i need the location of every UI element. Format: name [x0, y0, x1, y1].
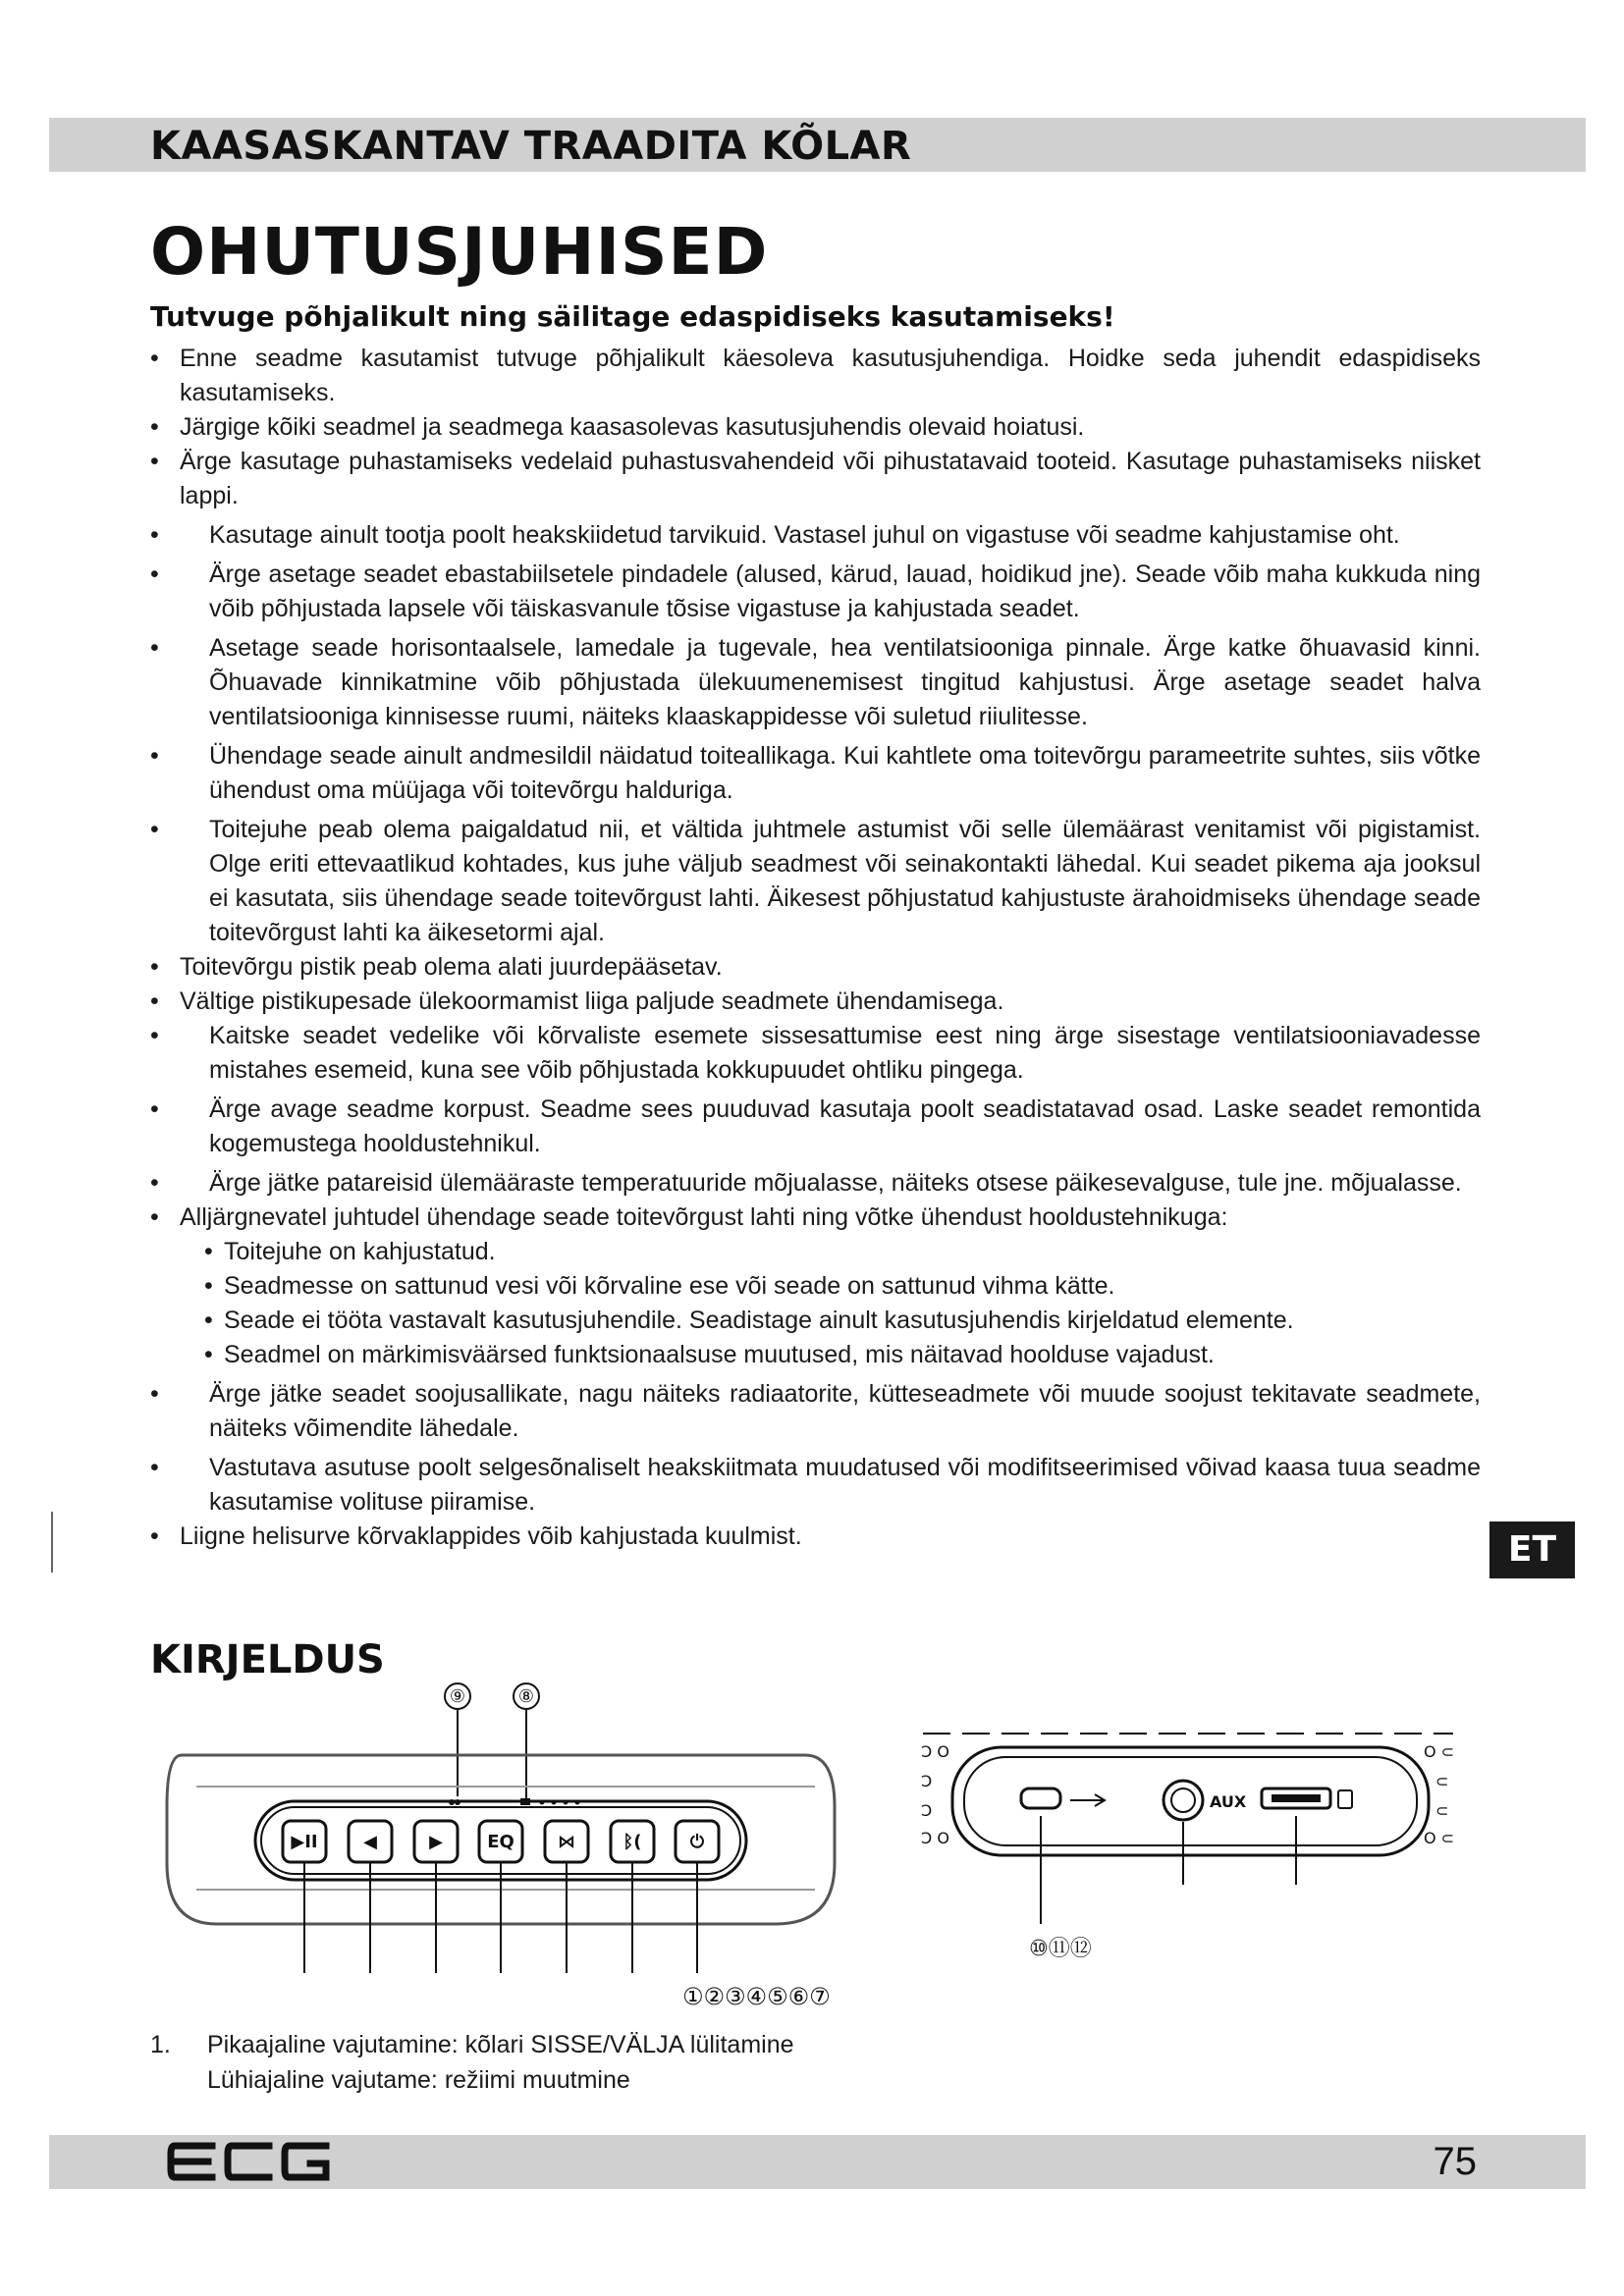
- mode-icon: ⋈: [558, 1832, 575, 1852]
- svg-text:⊂: ⊂: [1435, 1801, 1449, 1820]
- callout-label-9: ⑨: [449, 1686, 466, 1707]
- rule-item: • Ärge jätke patareisid ülemääraste temperatuuride mõjualasse, näiteks otsese päikesevalguse, tule jne. mõjualasse.: [150, 1169, 1462, 1197]
- power-icon: ⏻: [689, 1832, 705, 1852]
- language-tab: ET: [1489, 1522, 1575, 1578]
- rule-item: • Toitejuhe peab olema paigaldatud nii, et vältida juhtmele astumist või selle ülemäärast venitamist või pigistamist. Olge eriti ettevaatlikud kohtades, kus juhe väljub seadmest või seinakontakti lähedal. Kui seadet pikema aja jooksul ei kasutata, siis ühendage seade toitevõrgust lahti. Äikesest põhjustatud kahjustuste ärahoidmiseks ühendage seade toitevõrgust lahti ka äikesetormi ajal.: [150, 816, 1481, 946]
- bluetooth-call-icon: ᛒ(: [623, 1832, 642, 1852]
- next-icon: ▶: [429, 1832, 443, 1852]
- header-title: KAASASKANTAV TRAADITA KÕLAR: [150, 124, 912, 169]
- play-pause-icon: ▶II: [291, 1832, 318, 1852]
- description-item-number: 1.: [150, 2031, 171, 2058]
- rule-item: • Ärge asetage seadet ebastabiilsetele pindadele (alused, kärud, lauad, hoidikud jne). Seade võib maha kukkuda ning võib põhjustada lapsele või täiskasvanule tõsise vigastuse ja kahjustada seadet.: [150, 561, 1481, 622]
- prev-icon: ◀: [363, 1832, 377, 1852]
- rule-subitem: • Toitejuhe on kahjustatud.: [204, 1238, 496, 1265]
- description-line: Lühiajaline vajutame: režiimi muutmine: [207, 2066, 630, 2094]
- speaker-ports-diagram: [913, 1728, 1463, 1963]
- rule-item: • Asetage seade horisontaalsele, lamedale ja tugevale, hea ventilatsiooniga pinnale. Ärge katke õhuavasid kinni. Õhuavade kinnikatmine võib põhjustada ülekuumenemisest tingitud kahjustusi. Ärge asetage seadet halva ventilatsiooniga kinnisesse ruumi, näiteks klaaskappidesse või suletud riiulitesse.: [150, 634, 1481, 730]
- rule-item: • Järgige kõiki seadmel ja seadmega kaasasolevas kasutusjuhendis olevaid hoiatusi.: [150, 413, 1085, 441]
- svg-text:Ͻ O: Ͻ O: [921, 1742, 949, 1761]
- section-title-safety: OHUTUSJUHISED: [150, 214, 769, 290]
- rule-item: • Alljärgnevatel juhtudel ühendage seade toitevõrgust lahti ning võtke ühendust hooldustehnikuga:: [150, 1203, 1228, 1231]
- page-number: 75: [1433, 2140, 1477, 2183]
- aux-label: AUX: [1210, 1792, 1247, 1811]
- svg-text:O ⊂: O ⊂: [1424, 1742, 1455, 1761]
- callout-labels-10-12: ⑩⑪⑫: [1029, 1937, 1092, 1961]
- svg-text:O ⊂: O ⊂: [1424, 1829, 1455, 1847]
- section-title-description: KIRJELDUS: [150, 1637, 385, 1682]
- rule-item: • Ühendage seade ainult andmesildil näidatud toiteallikaga. Kui kahtlete oma toitevõrgu parameetrite suhtes, siis võtke ühendust oma müüjaga või toitevõrgu halduriga.: [150, 742, 1481, 804]
- rule-item: • Ärge jätke seadet soojusallikate, nagu näiteks radiaatorite, kütteseadmete või muude soojust tekitavate seadmete, näiteks võimendite lähedale.: [150, 1380, 1481, 1442]
- callout-labels-1-7: ①②③④⑤⑥⑦: [682, 1983, 831, 2010]
- svg-text:Ͻ: Ͻ: [921, 1772, 933, 1790]
- svg-text:Ͻ: Ͻ: [921, 1801, 933, 1820]
- rule-item: • Kaitske seadet vedelike või kõrvaliste esemete sissesattumise eest ning ärge sisestage ventilatsiooniavadesse mistahes esemeid, kuna see võib põhjustada kokkupuudet ohtliku pingega.: [150, 1022, 1481, 1084]
- callout-label-8: ⑧: [517, 1686, 535, 1707]
- description-line: Pikaajaline vajutamine: kõlari SISSE/VÄLJA lülitamine: [207, 2031, 794, 2058]
- safety-rules-list: [150, 342, 1481, 1554]
- eq-icon: EQ: [487, 1832, 514, 1852]
- header-band: [49, 118, 1586, 172]
- rule-subitem: • Seadmel on märkimisväärsed funktsionaalsuse muutused, mis näitavad hoolduse vajadust.: [204, 1341, 1215, 1368]
- ecg-logo: [167, 2140, 334, 2183]
- margin-marker: [51, 1512, 53, 1573]
- rule-subitem: • Seadmesse on sattunud vesi või kõrvaline ese või seade on sattunud vihma kätte.: [204, 1272, 1115, 1300]
- rule-item: • Enne seadme kasutamist tutvuge põhjalikult käesoleva kasutusjuhendiga. Hoidke seda juhendit edaspidiseks kasutamiseks.: [150, 345, 1481, 406]
- rule-item: • Vältige pistikupesade ülekoormamist liiga paljude seadmete ühendamisega.: [150, 988, 1004, 1015]
- svg-text:Ͻ O: Ͻ O: [921, 1829, 949, 1847]
- rule-item: • Ärge avage seadme korpust. Seadme sees puuduvad kasutaja poolt seadistatavad osad. Laske seadet remontida kogemustega hooldustehnikul.: [150, 1095, 1481, 1157]
- description-list: [150, 2027, 794, 2098]
- speaker-front-diagram: [157, 1679, 903, 2012]
- rule-item: • Ärge kasutage puhastamiseks vedelaid puhastusvahendeid või pihustatavaid tooteid. Kasutage puhastamiseks niisket lappi.: [150, 448, 1481, 509]
- rule-item: • Liigne helisurve kõrvaklappides võib kahjustada kuulmist.: [150, 1522, 802, 1550]
- rule-item: • Kasutage ainult tootja poolt heakskiidetud tarvikuid. Vastasel juhul on vigastuse või seadme kahjustamise oht.: [150, 521, 1400, 549]
- rule-item: • Toitevõrgu pistik peab olema alati juurdepääsetav.: [150, 953, 723, 981]
- safety-subtitle: Tutvuge põhjalikult ning säilitage edaspidiseks kasutamiseks!: [150, 300, 1115, 333]
- svg-text:⊂: ⊂: [1435, 1772, 1449, 1790]
- rule-item: • Vastutava asutuse poolt selgesõnaliselt heakskiitmata muudatused või modifitseerimised võivad kaasa tuua seadme kasutamise volituse piiramise.: [150, 1454, 1481, 1516]
- rule-subitem: • Seade ei tööta vastavalt kasutusjuhendile. Seadistage ainult kasutusjuhendis kirjeldatud elemente.: [204, 1307, 1294, 1334]
